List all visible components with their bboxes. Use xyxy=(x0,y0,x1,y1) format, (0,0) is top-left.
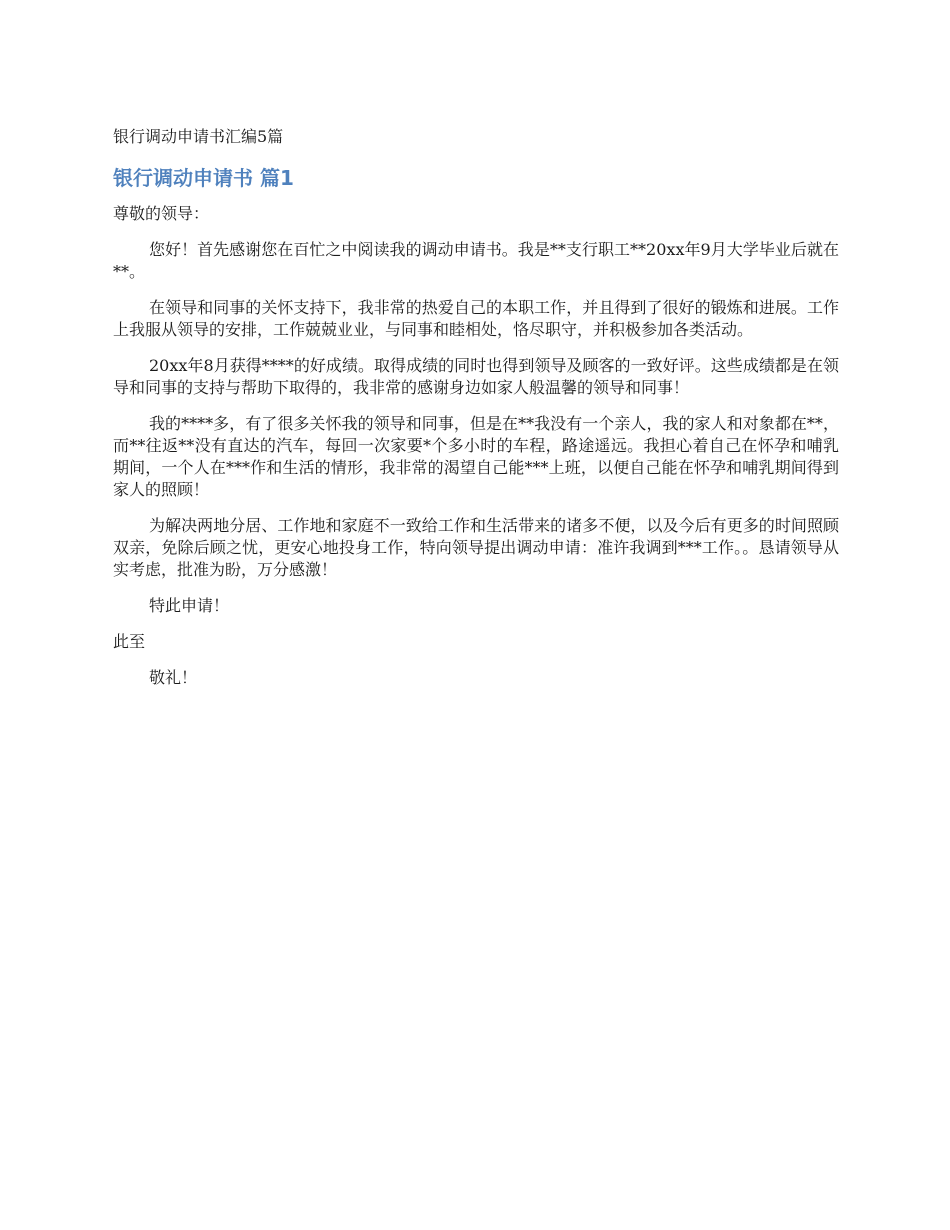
paragraph-request: 为解决两地分居、工作地和家庭不一致给工作和生活带来的诸多不便，以及今后有更多的时间照顾双亲，免除后顾之忧，更安心地投身工作，特向领导提出调动申请：准许我调到***工作。。恳请领导从实考虑，批准为盼，万分感激！ xyxy=(113,516,839,579)
document-title: 银行调动申请书汇编5篇 xyxy=(113,127,284,146)
letter-body xyxy=(113,203,839,703)
paragraph-greeting: 您好！首先感谢您在百忙之中阅读我的调动申请书。我是**支行职工**20xx年9月大学毕业后就在**。 xyxy=(113,240,839,281)
salutation: 尊敬的领导： xyxy=(113,204,210,223)
paragraph-achievement: 20xx年8月获得****的好成绩。取得成绩的同时也得到领导及顾客的一致好评。这些成绩都是在领导和同事的支持与帮助下取得的，我非常的感谢身边如家人般温馨的领导和同事！ xyxy=(113,356,839,397)
paragraph-work: 在领导和同事的关怀支持下，我非常的热爱自己的本职工作，并且得到了很好的锻炼和进展。工作上我服从领导的安排，工作兢兢业业，与同事和睦相处，恪尽职守，并积极参加各类活动。 xyxy=(113,298,839,339)
paragraph-family: 我的****多，有了很多关怀我的领导和同事，但是在**我没有一个亲人，我的家人和对象都在**，而**往返**没有直达的汽车，每回一次家要*个多小时的车程，路途遥远。我担心着自己在怀孕和哺乳期间，一个人在***作和生活的情形，我非常的渴望自己能***上班，以便自己能在怀孕和哺乳期间得到家人的照顾！ xyxy=(113,414,839,499)
closing: 此至 xyxy=(113,632,146,651)
regards: 敬礼！ xyxy=(149,668,198,687)
section-heading: 银行调动申请书 篇1 xyxy=(113,166,294,190)
paragraph-closing-request: 特此申请！ xyxy=(149,596,230,615)
